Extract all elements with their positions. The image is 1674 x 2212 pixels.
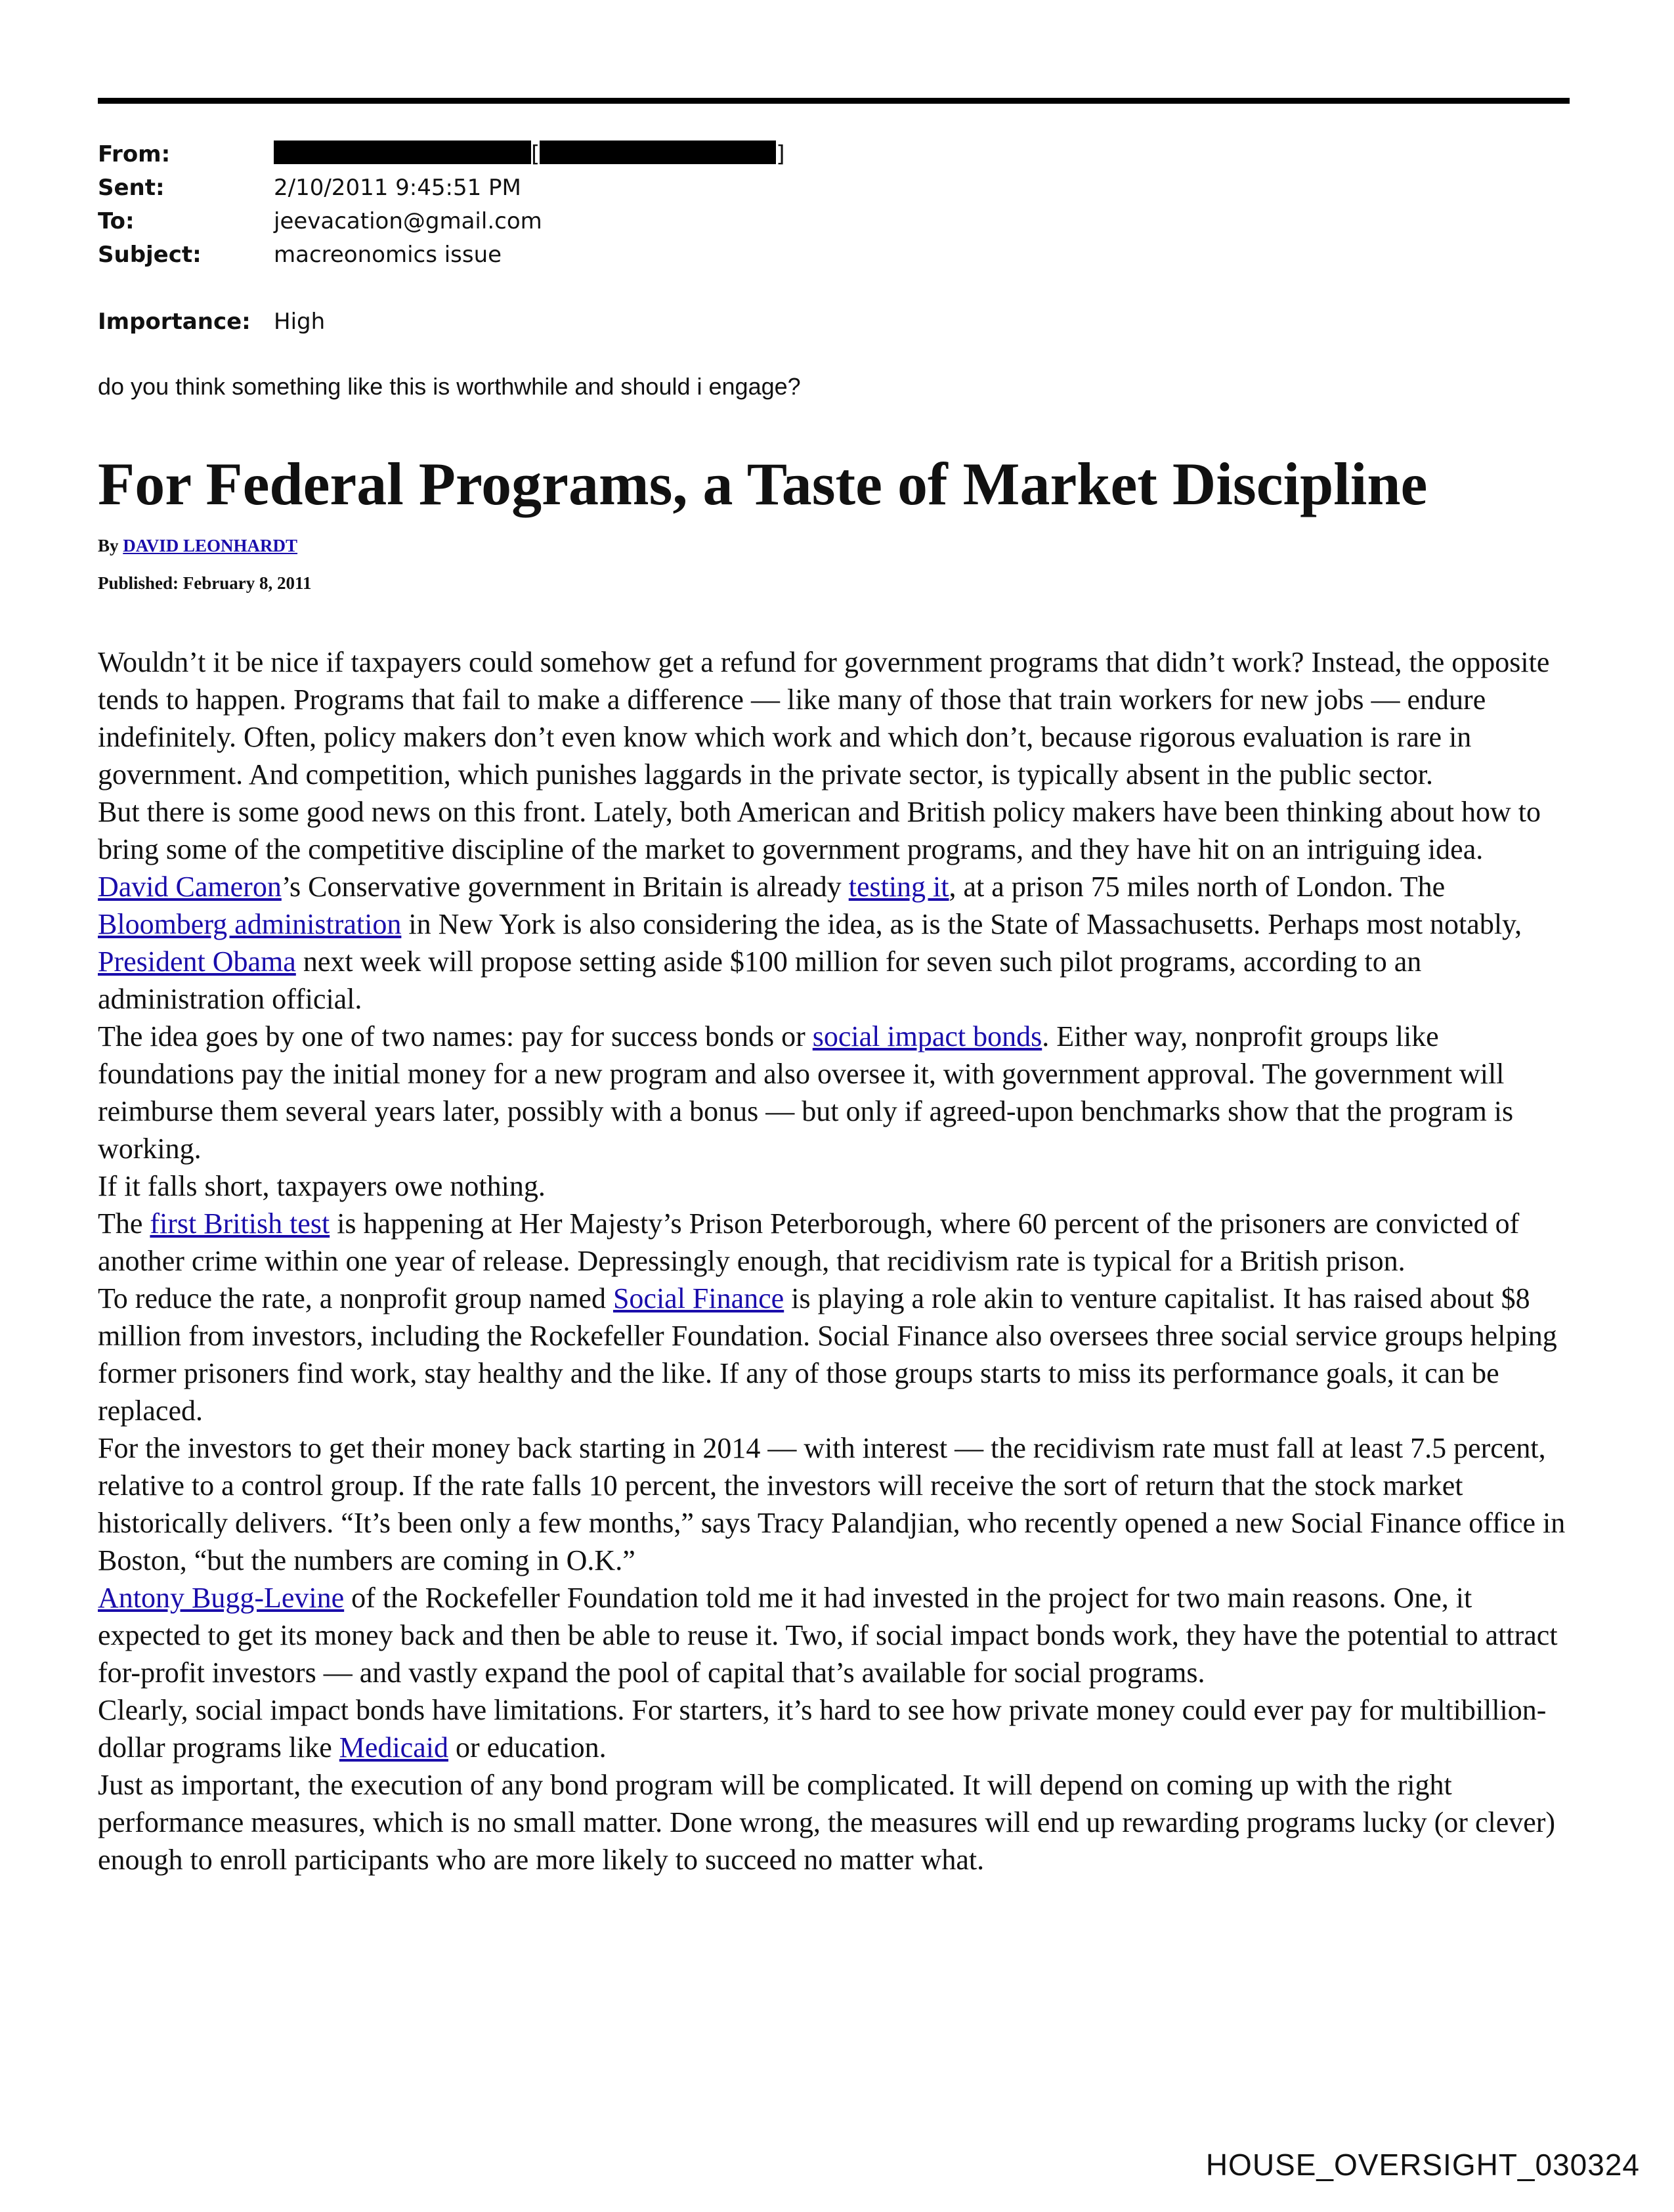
social-finance-link[interactable]: Social Finance — [612, 1282, 784, 1314]
author-link[interactable]: DAVID LEONHARDT — [123, 536, 298, 555]
paragraph: Just as important, the execution of any bond program will be complicated. It will depend on coming up with the right performance measures, which is no small matter. Done wrong, the measures will end up rewarding programs lucky (or clever) enough to enroll participants who are more likely to succeed no matter what. — [98, 1769, 1556, 1876]
testing-it-link[interactable]: testing it — [848, 871, 949, 903]
paragraph: But there is some good news on this front. Lately, both American and British policy makers have been thinking about how to bring some of the competitive discipline of the market to government programs, and they have hit on an intriguing idea. — [98, 796, 1541, 865]
from-bracket-open: [ — [531, 141, 540, 167]
to-label: To: — [98, 208, 135, 234]
article-title: For Federal Programs, a Taste of Market Discipline — [98, 450, 1428, 517]
byline — [98, 536, 297, 556]
president-obama-link[interactable]: President Obama — [98, 945, 296, 978]
paragraph: Clearly, social impact bonds have limitations. For starters, it’s hard to see how private money could ever pay for multibillion-dollar programs like Medicaid or education. — [98, 1694, 1547, 1764]
paragraph: David Cameron’s Conservative government in Britain is already testing it, at a prison 75 miles north of London. The Bloomberg administration in New York is also considering the idea, as is the State of Massachusetts. Perhaps most notably, President Obama next week will propose setting aside $100 million for seven such pilot programs, according to an administration official. — [98, 871, 1522, 1015]
paragraph: For the investors to get their money back starting in 2014 — with interest — the recidivism rate must fall at least 7.5 percent, relative to a control group. If the rate falls 10 percent, the investors will receive the sort of return that the stock market historically delivers. “It’s been only a few months,” says Tracy Palandjian, who recently opened a new Social Finance office in Boston, “but the numbers are coming in O.K.” — [98, 1432, 1566, 1576]
paragraph: Antony Bugg-Levine of the Rockefeller Foundation told me it had invested in the project for two main reasons. One, it expected to get its money back and then be able to reuse it. Two, if social impact bonds work, they have the potential to attract for-profit investors — and vastly expand the pool of capital that’s available for social programs. — [98, 1582, 1558, 1689]
social-impact-bonds-link[interactable]: social impact bonds — [812, 1020, 1042, 1052]
bates-number: HOUSE_OVERSIGHT_030324 — [1205, 2148, 1640, 2182]
to-value: jeevacation@gmail.com — [274, 208, 542, 234]
redaction-block — [540, 141, 776, 164]
paragraph: If it falls short, taxpayers owe nothing. — [98, 1170, 546, 1202]
importance-label: Importance: — [98, 309, 251, 335]
from-label: From: — [98, 141, 171, 167]
paragraph: The first British test is happening at Her Majesty’s Prison Peterborough, where 60 percent of the prisoners are convicted of another crime within one year of release. Depressingly enough, that recidivism rate is typical for a British prison. — [98, 1207, 1520, 1277]
from-value — [274, 138, 785, 171]
first-british-test-link[interactable]: first British test — [150, 1207, 330, 1240]
paragraph: The idea goes by one of two names: pay for success bonds or social impact bonds. Either way, nonprofit groups like foundations pay the initial money for a new program and also oversee it, with government approval. The government will reimburse them several years later, possibly with a bonus — but only if agreed-upon benchmarks show that the program is working. — [98, 1020, 1514, 1165]
importance-value: High — [274, 309, 326, 335]
top-rule — [98, 98, 1570, 104]
article-body — [98, 643, 1571, 1878]
sent-label: Sent: — [98, 175, 165, 201]
antony-bugg-levine-link[interactable]: Antony Bugg-Levine — [98, 1582, 345, 1614]
subject-value: macreonomics issue — [274, 242, 502, 268]
david-cameron-link[interactable]: David Cameron — [98, 871, 282, 903]
medicaid-link[interactable]: Medicaid — [339, 1731, 448, 1764]
paragraph: Wouldn’t it be nice if taxpayers could somehow get a refund for government programs that didn’t work? Instead, the opposite tends to happen. Programs that fail to make a difference — like many of those that train workers for new jobs — endure indefinitely. Often, policy makers don’t even know which work and which don’t, because rigorous evaluation is rare in government. And competition, which punishes laggards in the private sector, is typically absent in the public sector. — [98, 646, 1550, 791]
from-bracket-close: ] — [776, 141, 785, 167]
email-body: do you think something like this is worthwhile and should i engage? — [98, 373, 801, 400]
sent-value: 2/10/2011 9:45:51 PM — [274, 175, 521, 201]
subject-label: Subject: — [98, 242, 202, 268]
bloomberg-administration-link[interactable]: Bloomberg administration — [98, 908, 402, 940]
paragraph: To reduce the rate, a nonprofit group named Social Finance is playing a role akin to venture capitalist. It has raised about $8 million from investors, including the Rockefeller Foundation. Social Finance also oversees three social service groups helping former prisoners find work, stay healthy and the like. If any of those groups starts to miss its performance goals, it can be replaced. — [98, 1282, 1557, 1427]
byline-prefix: By — [98, 536, 119, 555]
published-date: Published: February 8, 2011 — [98, 573, 312, 593]
redaction-block — [274, 141, 531, 164]
